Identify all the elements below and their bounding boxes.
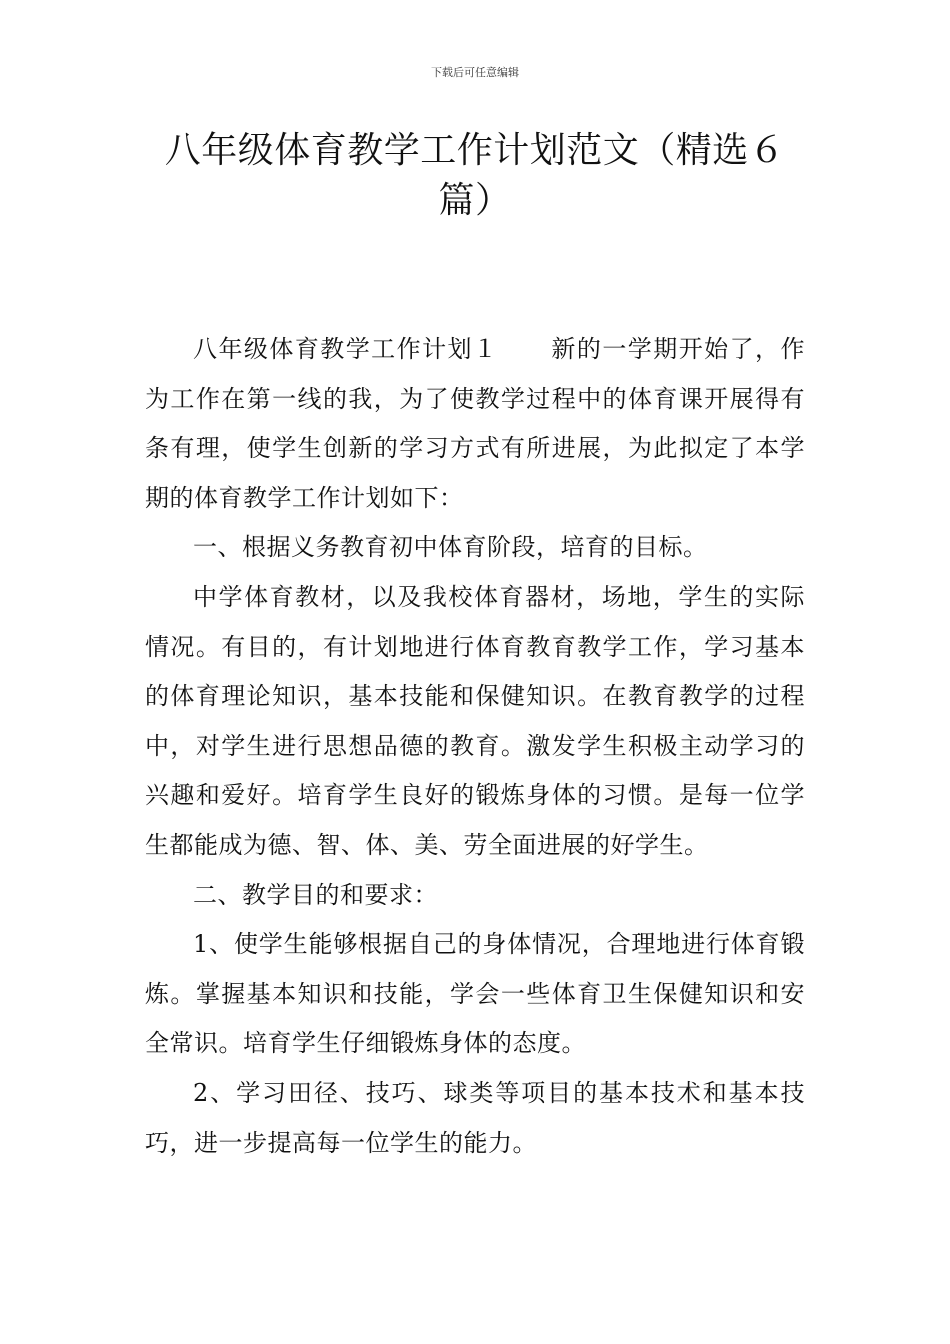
paragraph-item-2: 2、学习田径、技巧、球类等项目的基本技术和基本技巧，进一步提高每一位学生的能力。 bbox=[145, 1078, 805, 1157]
paragraph-section-1-body: 中学体育教材，以及我校体育器材，场地，学生的实际情况。有目的，有计划地进行体育教育教学工作，学习基本的体育理论知识，基本技能和保健知识。在教育教学的过程中，对学生进行思想品德的教育。激发学生积极主动学习的兴趣和爱好。培育学生良好的锻炼身体的习惯。是每一位学生都能成为德、智、体、美、劳全面进展的好学生。 bbox=[145, 582, 805, 859]
paragraph-text: 新的一学期开始了，作为工作在第一线的我，为了使教学过程中的体育课开展得有条有理，使学生创新的学习方式有所进展，为此拟定了本学期的体育教学工作计划如下： bbox=[145, 335, 806, 512]
paragraph-section-1-heading: 一、根据义务教育初中体育阶段，培育的目标。 bbox=[193, 533, 708, 562]
page-header-note: 下载后可任意编辑 bbox=[431, 66, 519, 79]
section-heading-plan-1: 八年级体育教学工作计划１ bbox=[193, 335, 499, 363]
paragraph-intro bbox=[145, 325, 805, 523]
paragraph-section-2-heading: 二、教学目的和要求： bbox=[193, 880, 438, 909]
paragraph-item-1: 1、使学生能够根据自己的身体情况，合理地进行体育锻炼。掌握基本知识和技能，学会一些体育卫生保健知识和安全常识。培育学生仔细锻炼身体的态度。 bbox=[145, 930, 805, 1058]
document-title: 八年级体育教学工作计划范文（精选６篇） bbox=[164, 130, 786, 221]
document-body bbox=[145, 325, 805, 1168]
